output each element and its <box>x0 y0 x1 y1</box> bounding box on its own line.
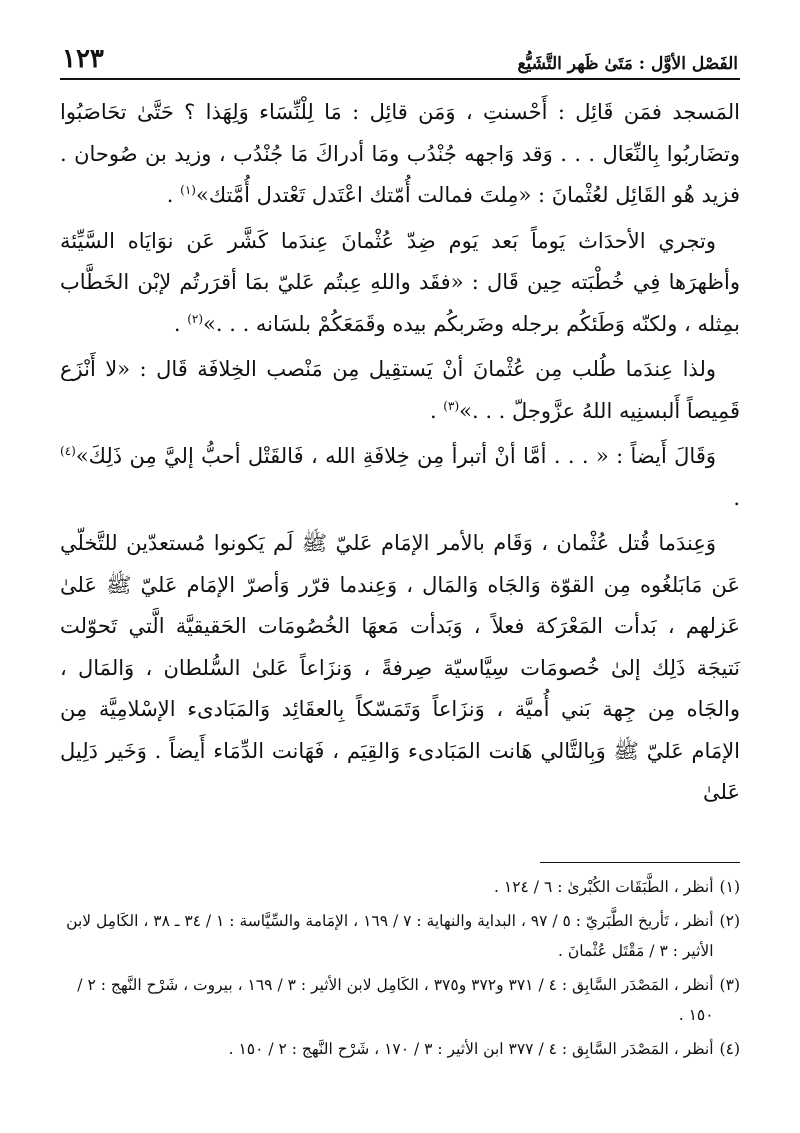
footnote-item <box>60 1034 740 1064</box>
paragraph: المَسجد فمَن قَائِل : أَحْسنتِ ، وَمَن قائِل : مَا لِلْنِّسَاء وَلِهَذا ؟ حَتَّىٰ تحَاصَبُوا وتضَاربُوا بِالنِّعَال . . . وَقد وَاجهه جُنْدُب ومَا أدراكَ مَا جُنْدُب ، وزيد بن صُوحان . فزيد هُو القَائِل لعُثْمانَ : «مِلتَ فمالت أُمّتك اعْتَدل تَعْتدل أُمَّتك»$^{(١)}$ . <box>60 100 740 207</box>
footnote-text: أنظر ، المَصْدَر السَّابِق : ٤ / ٣٧١ و٣٧٢ و٣٧٥ ، الكَامِل لابن الأثير : ٣ / ١٦٩ ، بيروت ، شَرْح النَّهج : ٢ / ١٥٠ . <box>77 976 714 1024</box>
footnote-marker: (١) <box>180 183 196 197</box>
footnote-marker: (٢) <box>187 311 204 326</box>
footnote-item <box>60 906 740 966</box>
footnote-number: (٣) <box>719 976 740 994</box>
footnote-item <box>60 872 740 902</box>
footnote-text: أنظر ، تَأريخ الطَّبَريّ : ٥ / ٩٧ ، البداية والنهاية : ٧ / ١٦٩ ، الإمَامة والسِّيَّاسة : ١ / ٣٤ ـ ٣٨ ، الكَامِل لابن الأثير : ٣ / مَقْتَل عُثْمانَ . <box>66 912 714 960</box>
footnote-divider <box>540 862 740 863</box>
footnote-number: (٤) <box>719 1040 740 1058</box>
running-title: الفَصْل الأوَّل : مَتَىٰ ظَهر التَّشَيُّع <box>517 54 738 74</box>
main-text <box>60 92 740 818</box>
paragraph: وتجري الأحدَاث يَوماً بَعد يَوم ضِدّ عُثْمانَ عِندَما كَشَّر عَن نوَايَاه السَّيِّئة وأظهرَها فِي خُطْبَته حِين قَال : «فقَد واللهِ عِبتُم عَليّ بمَا أقرَرتُم لإبْن الخَطَّاب بمِثله ، ولكنّه وَطَئكُم برجله وضَربكُم بيده وقَمَعَكُمْ بلسَانه . . .»$^{(٢)}$ . <box>60 228 740 336</box>
footnote-number: (١) <box>719 878 740 896</box>
page-header <box>62 40 738 74</box>
footnote-item <box>60 970 740 1030</box>
footnote-marker: (٣) <box>443 398 460 413</box>
footnote-marker: (٤) <box>60 444 76 458</box>
page-number: ١٢٣ <box>62 44 104 74</box>
footnote-number: (٢) <box>719 912 740 930</box>
paragraph: وَقَالَ أَيضاً : « . . . أمَّا أنْ أتبرأ مِن خِلافَةِ الله ، فَالقَتْل أحبُّ إليَّ مِن ذَلِكَ»$^{(٤)}$ . <box>60 444 740 510</box>
header-divider <box>60 78 740 80</box>
footnote-text: أنظر ، المَصْدَر السَّابِق : ٤ / ٣٧٧ ابن الأثير : ٣ / ١٧٠ ، شَرْح النَّهج : ٢ / ١٥٠ . <box>228 1040 714 1058</box>
footnotes <box>60 872 740 1068</box>
paragraph: ولذا عِندَما طُلب مِن عُثْمانَ أنْ يَستقِيل مِن مَنْصب الخِلافَة قَال : «لا أَنْزَع قَمِيصاً أَلبسنِيه اللهُ عزَّوجلّ . . .»$^{(٣)}$ . <box>60 357 740 423</box>
footnote-text: أنظر ، الطَّبَقَات الكُبْرىٰ : ٦ / ١٢٤ . <box>494 878 714 896</box>
paragraph: وَعِندَما قُتل عُثْمان ، وَقَام بالأمر الإمَام عَليّ ﷺ لَم يَكونوا مُستعدّين للتَّخلّي عَن مَابَلغُوه مِن القوّة وَالجَاه وَالمَال ، وَعِندما قرّر وَأصرّ الإمَام عَليّ ﷺ عَلىٰ عَزلهم ، بَدأت المَعْرَكة فعلاً ، وَبَدأت مَعهَا الخُصُومَات الحَقيقيَّة الَّتي تَحوّلت نَتيجَة ذَلِك إلىٰ خُصومَات سِيَّاسيّة صِرفةً ، وَنزَاعاً عَلىٰ السُّلطان ، وَالمَال ، والجَاه مِن جِهة بَني أُميَّة ، وَنزَاعاً وَتَمَسّكاً بِالعقَائِد وَالمَبَادىء الإسْلامِيَّة مِن الإمَام عَليّ ﷺ وَبِالتَّالي هَانت المَبَادىء وَالقِيَم ، فَهَانت الدِّمَاء أَيضاً . وَخَير دَلِيل عَلىٰ <box>60 531 740 804</box>
